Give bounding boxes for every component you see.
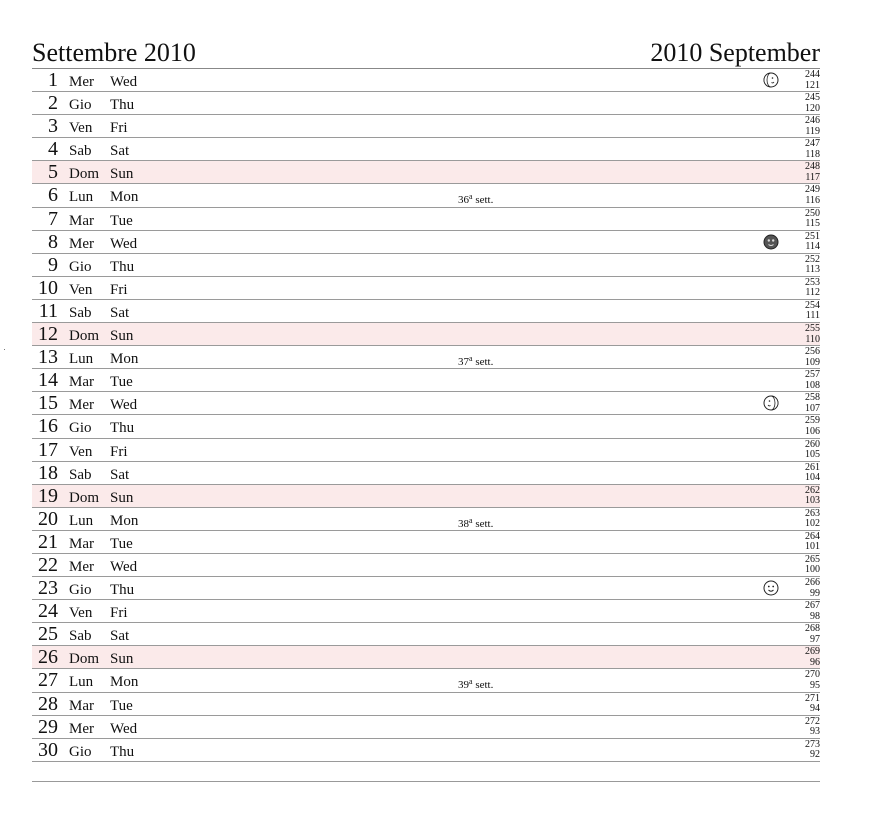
weekday-english: Sat: [110, 304, 130, 321]
days-remaining: 95: [810, 679, 820, 691]
day-row: [32, 531, 820, 554]
day-counters: [790, 392, 820, 414]
day-counters: [790, 508, 820, 530]
day-of-year: 251: [805, 230, 820, 242]
day-number: 22: [38, 553, 58, 576]
day-of-year: 269: [805, 646, 820, 658]
weekday-italian: Dom: [69, 166, 99, 183]
days-remaining: 104: [805, 472, 820, 484]
days-remaining: 92: [810, 749, 820, 761]
days-remaining: 108: [805, 379, 820, 391]
moon-phase-new-icon: [763, 234, 779, 250]
day-of-year: 256: [805, 346, 820, 358]
weekday-italian: Mar: [69, 535, 94, 552]
day-row: [32, 415, 820, 438]
weekday-english: Thu: [110, 582, 135, 599]
day-counters: [790, 415, 820, 437]
weekday-italian: Dom: [69, 328, 99, 345]
day-counters: [790, 254, 820, 276]
moon-phase-first-quarter-icon: [763, 395, 779, 411]
weekday-italian: Mer: [69, 720, 94, 737]
day-of-year: 246: [805, 115, 820, 127]
week-word: sett.: [475, 194, 494, 207]
day-of-year: 273: [805, 738, 820, 750]
day-number: 19: [38, 484, 58, 507]
weekday-italian: Ven: [69, 120, 93, 137]
day-of-year: 262: [805, 484, 820, 496]
weekday-english: Wed: [110, 720, 138, 737]
week-word: sett.: [475, 517, 494, 530]
day-counters: [790, 346, 820, 368]
week-word: sett.: [475, 679, 494, 692]
day-row: [32, 485, 820, 508]
day-counters: [790, 669, 820, 691]
weekday-italian: Sab: [69, 466, 92, 483]
weekday-italian: Lun: [69, 674, 94, 691]
weekday-italian: Lun: [69, 189, 94, 206]
days-remaining: 115: [805, 218, 820, 230]
day-of-year: 247: [805, 138, 820, 150]
days-remaining: 116: [805, 194, 820, 206]
days-remaining: 103: [805, 495, 820, 507]
day-of-year: 258: [805, 392, 820, 404]
weekday-english: Sat: [110, 628, 130, 645]
day-row: [32, 439, 820, 462]
weekday-italian: Sab: [69, 304, 92, 321]
day-row: [32, 115, 820, 138]
weekday-italian: Lun: [69, 351, 94, 368]
weekday-english: Mon: [110, 512, 139, 529]
days-remaining: 97: [810, 633, 820, 645]
weekday-italian: Mar: [69, 212, 94, 229]
day-number: 7: [48, 207, 58, 230]
day-of-year: 245: [805, 92, 820, 104]
days-remaining: 109: [805, 356, 820, 368]
day-row: [32, 669, 820, 692]
day-number: 6: [48, 184, 58, 207]
weekday-italian: Gio: [69, 743, 92, 760]
day-number: 24: [38, 600, 58, 623]
day-number: 1: [48, 69, 58, 91]
weekday-english: Thu: [110, 258, 135, 275]
day-counters: [790, 600, 820, 622]
days-remaining: 94: [810, 703, 820, 715]
day-counters: [790, 577, 820, 599]
day-of-year: 261: [805, 461, 820, 473]
calendar-page: [32, 38, 820, 762]
days-remaining: 113: [805, 264, 820, 276]
days-remaining: 117: [805, 171, 820, 183]
weekday-italian: Gio: [69, 258, 92, 275]
weekday-italian: Dom: [69, 651, 99, 668]
day-of-year: 260: [805, 438, 820, 450]
day-counters: [790, 716, 820, 738]
weekday-italian: Mer: [69, 397, 94, 414]
weekday-english: Thu: [110, 97, 135, 114]
weekday-english: Sun: [110, 651, 134, 668]
weekday-english: Tue: [110, 535, 133, 552]
weekday-english: Wed: [110, 397, 138, 414]
weekday-english: Tue: [110, 212, 133, 229]
weekday-english: Fri: [110, 605, 128, 622]
day-number: 2: [48, 92, 58, 115]
day-number: 9: [48, 253, 58, 276]
days-remaining: 120: [805, 102, 820, 114]
weekday-italian: Lun: [69, 512, 94, 529]
weekday-italian: Sab: [69, 143, 92, 160]
week-label: [458, 674, 493, 693]
day-number: 13: [38, 346, 58, 369]
day-row: [32, 346, 820, 369]
moon-phase-full-icon: [763, 580, 779, 596]
day-of-year: 250: [805, 207, 820, 219]
day-counters: [790, 277, 820, 299]
weekday-english: Sun: [110, 489, 134, 506]
day-of-year: 264: [805, 530, 820, 542]
day-number: 3: [48, 115, 58, 138]
days-remaining: 105: [805, 449, 820, 460]
day-number: 11: [38, 299, 58, 322]
day-number: 10: [38, 276, 58, 299]
week-word: sett.: [475, 356, 494, 369]
day-counters: [790, 208, 820, 230]
day-of-year: 268: [805, 623, 820, 635]
day-counters: [790, 115, 820, 137]
weekday-english: Sun: [110, 328, 134, 345]
day-counters: [790, 554, 820, 576]
day-counters: [790, 485, 820, 507]
day-of-year: 254: [805, 299, 820, 311]
weekday-english: Mon: [110, 351, 139, 368]
weekday-italian: Gio: [69, 97, 92, 114]
page-title-english: 2010 September: [650, 38, 820, 67]
day-row: [32, 600, 820, 623]
day-of-year: 270: [805, 669, 820, 681]
weekday-italian: Mer: [69, 235, 94, 252]
moon-phase-last-quarter-icon: [763, 72, 779, 88]
day-of-year: 263: [805, 507, 820, 519]
weekday-english: Fri: [110, 281, 128, 298]
day-number: 17: [38, 438, 58, 461]
week-label: [458, 189, 493, 208]
day-counters: [790, 739, 820, 761]
day-number: 15: [38, 392, 58, 415]
day-of-year: 265: [805, 553, 820, 565]
days-remaining: 100: [805, 564, 820, 576]
day-row: [32, 623, 820, 646]
week-label: [458, 513, 493, 532]
day-row: [32, 300, 820, 323]
week-number: 37: [458, 356, 469, 369]
day-number: 5: [48, 161, 58, 184]
day-counters: [790, 439, 820, 461]
days-remaining: 107: [805, 402, 820, 414]
days-remaining: 98: [810, 610, 820, 622]
day-counters: [790, 623, 820, 645]
week-ordinal: a: [469, 354, 473, 364]
week-number: 36: [458, 194, 469, 207]
day-row: [32, 369, 820, 392]
day-row: [32, 161, 820, 184]
week-ordinal: a: [469, 677, 473, 687]
day-number: 4: [48, 138, 58, 161]
day-row: [32, 577, 820, 600]
weekday-english: Mon: [110, 674, 139, 691]
week-number: 38: [458, 517, 469, 530]
day-row: [32, 138, 820, 161]
days-remaining: 93: [810, 726, 820, 738]
weekday-italian: Dom: [69, 489, 99, 506]
page-title-italian: Settembre 2010: [32, 38, 196, 67]
day-counters: [790, 369, 820, 391]
day-row: [32, 254, 820, 277]
weekday-italian: Mar: [69, 374, 94, 391]
day-counters: [790, 92, 820, 114]
day-of-year: 252: [805, 253, 820, 265]
weekday-english: Wed: [110, 558, 138, 575]
day-row: [32, 392, 820, 415]
day-of-year: 257: [805, 369, 820, 381]
day-number: 28: [38, 692, 58, 715]
weekday-italian: Mer: [69, 74, 94, 90]
weekday-italian: Gio: [69, 420, 92, 437]
day-row: [32, 323, 820, 346]
weekday-italian: Sab: [69, 628, 92, 645]
days-remaining: 99: [810, 587, 820, 599]
day-row: [32, 277, 820, 300]
weekday-english: Thu: [110, 743, 135, 760]
day-of-year: 249: [805, 184, 820, 196]
day-number: 18: [38, 461, 58, 484]
weekday-english: Fri: [110, 443, 128, 460]
weekday-english: Sun: [110, 166, 134, 183]
day-number: 27: [38, 669, 58, 692]
days-remaining: 110: [805, 333, 820, 345]
day-number: 21: [38, 530, 58, 553]
day-counters: [790, 646, 820, 668]
day-row: [32, 646, 820, 669]
days-remaining: 106: [805, 425, 820, 437]
week-ordinal: a: [469, 192, 473, 202]
weekday-italian: Mar: [69, 697, 94, 714]
day-counters: [790, 161, 820, 183]
day-row: [32, 739, 820, 762]
weekday-english: Thu: [110, 420, 135, 437]
day-of-year: 272: [805, 715, 820, 727]
day-row: [32, 92, 820, 115]
weekday-english: Fri: [110, 120, 128, 137]
week-label: [458, 351, 493, 370]
day-number: 23: [38, 577, 58, 600]
days-remaining: 121: [805, 79, 820, 91]
day-row: [32, 462, 820, 485]
day-row: [32, 184, 820, 207]
days-remaining: 119: [805, 125, 820, 137]
days-remaining: 111: [805, 310, 820, 322]
day-of-year: 266: [805, 577, 820, 589]
day-row: [32, 231, 820, 254]
week-number: 39: [458, 679, 469, 692]
day-number: 29: [38, 715, 58, 738]
weekday-italian: Mer: [69, 558, 94, 575]
day-row: [32, 69, 820, 92]
weekday-english: Tue: [110, 374, 133, 391]
day-number: 30: [38, 738, 58, 761]
weekday-english: Tue: [110, 697, 133, 714]
day-of-year: 253: [805, 276, 820, 288]
day-of-year: 271: [805, 692, 820, 704]
calendar-header: [32, 38, 820, 68]
margin-dot: [4, 349, 5, 350]
weekday-italian: Ven: [69, 281, 93, 298]
day-number: 12: [38, 323, 58, 346]
days-remaining: 114: [805, 241, 820, 253]
day-of-year: 248: [805, 161, 820, 173]
weekday-italian: Gio: [69, 582, 92, 599]
day-counters: [790, 300, 820, 322]
weekday-italian: Ven: [69, 605, 93, 622]
day-counters: [790, 693, 820, 715]
day-number: 14: [38, 369, 58, 392]
day-of-year: 244: [805, 69, 820, 80]
weekday-english: Wed: [110, 74, 138, 90]
days-remaining: 112: [805, 287, 820, 299]
day-counters: [790, 138, 820, 160]
weekday-english: Sat: [110, 143, 130, 160]
days-remaining: 96: [810, 656, 820, 668]
day-row: [32, 716, 820, 739]
day-number: 26: [38, 646, 58, 669]
day-counters: [790, 323, 820, 345]
day-number: 25: [38, 623, 58, 646]
day-counters: [790, 184, 820, 206]
day-number: 8: [48, 230, 58, 253]
day-counters: [790, 231, 820, 253]
day-row: [32, 508, 820, 531]
day-of-year: 267: [805, 600, 820, 612]
weekday-english: Wed: [110, 235, 138, 252]
days-remaining: 102: [805, 518, 820, 530]
week-ordinal: a: [469, 515, 473, 525]
days-remaining: 118: [805, 148, 820, 160]
day-row: [32, 554, 820, 577]
weekday-english: Sat: [110, 466, 130, 483]
weekday-english: Mon: [110, 189, 139, 206]
day-row: [32, 693, 820, 716]
days-remaining: 101: [805, 541, 820, 553]
day-number: 16: [38, 415, 58, 438]
day-row: [32, 208, 820, 231]
bottom-divider: [32, 781, 820, 782]
day-of-year: 259: [805, 415, 820, 427]
weekday-italian: Ven: [69, 443, 93, 460]
day-counters: [790, 69, 820, 91]
day-counters: [790, 462, 820, 484]
day-counters: [790, 531, 820, 553]
day-number: 20: [38, 507, 58, 530]
day-list: [32, 68, 820, 762]
day-of-year: 255: [805, 323, 820, 335]
